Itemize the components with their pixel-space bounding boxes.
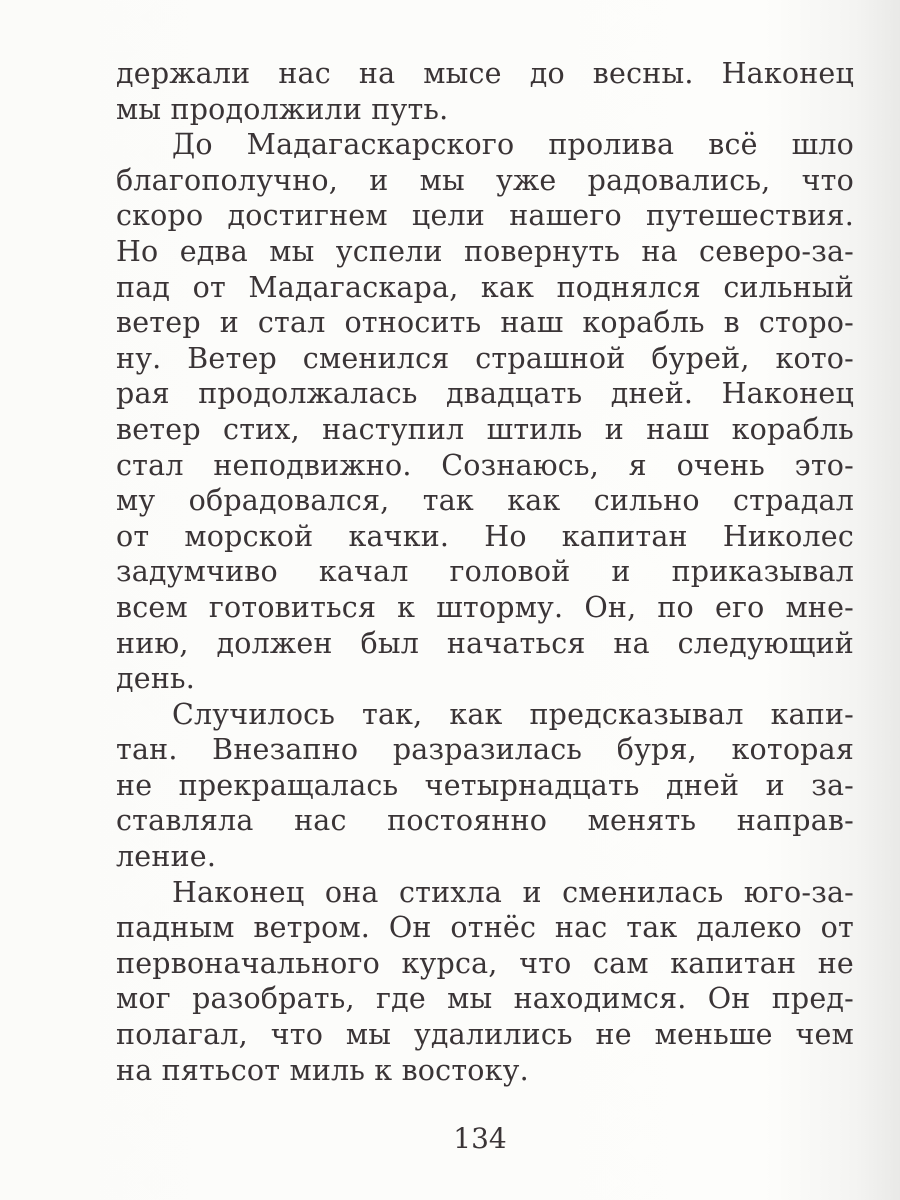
- text-line: скоро достигнем цели нашего путешествия.: [116, 199, 854, 233]
- text-line: первоначального курса, что сам капитан не: [116, 946, 854, 980]
- text-line: ление.: [116, 840, 217, 874]
- text-line: задумчиво качал головой и приказывал: [116, 555, 854, 589]
- text-line: на пятьсот миль к востоку.: [116, 1053, 529, 1087]
- paragraph: [116, 875, 854, 1089]
- text-line: ветер стих, наступил штиль и наш корабль: [116, 412, 854, 446]
- text-line: Наконец она стихла и сменилась юго-за-: [172, 875, 854, 909]
- text-line: До Мадагаскарского пролива всё шло: [172, 128, 854, 162]
- text-line: не прекращалась четырнадцать дней и за-: [116, 768, 854, 802]
- text-line: всем готовиться к шторму. Он, по его мне-: [116, 590, 854, 624]
- text-line: мы продолжили путь.: [116, 92, 449, 126]
- paragraph: [116, 56, 854, 127]
- text-line: ветер и стал относить наш корабль в сторо-: [116, 306, 854, 340]
- text-line: Случилось так, как предсказывал капи-: [172, 697, 854, 731]
- paragraph: [116, 127, 854, 697]
- text-line: стал неподвижно. Сознаюсь, я очень это-: [116, 448, 854, 482]
- text-line: ну. Ветер сменился страшной бурей, кото-: [116, 341, 854, 375]
- text-line: благополучно, и мы уже радовались, что: [116, 163, 854, 197]
- text-line: Но едва мы успели повернуть на северо-за-: [116, 234, 854, 268]
- page-number: 134: [453, 1122, 507, 1155]
- text-line: ставляла нас постоянно менять направ-: [116, 804, 854, 838]
- text-line: держали нас на мысе до весны. Наконец: [116, 57, 854, 90]
- text-line: му обрадовался, так как сильно страдал: [116, 484, 854, 518]
- paragraph: [116, 697, 854, 875]
- text-line: полагал, что мы удалились не меньше чем: [116, 1018, 854, 1052]
- text-line: день.: [116, 662, 195, 696]
- text-line: от морской качки. Но капитан Николес: [116, 519, 854, 553]
- text-line: тан. Внезапно разразилась буря, которая: [116, 733, 854, 767]
- text-line: пад от Мадагаскара, как поднялся сильный: [116, 270, 854, 304]
- body-text: [116, 56, 854, 1088]
- text-line: мог разобрать, где мы находимся. Он пред-: [116, 982, 854, 1016]
- text-line: нию, должен был начаться на следующий: [116, 626, 854, 660]
- text-line: рая продолжалась двадцать дней. Наконец: [116, 377, 854, 411]
- text-line: падным ветром. Он отнёс нас так далеко от: [116, 911, 854, 945]
